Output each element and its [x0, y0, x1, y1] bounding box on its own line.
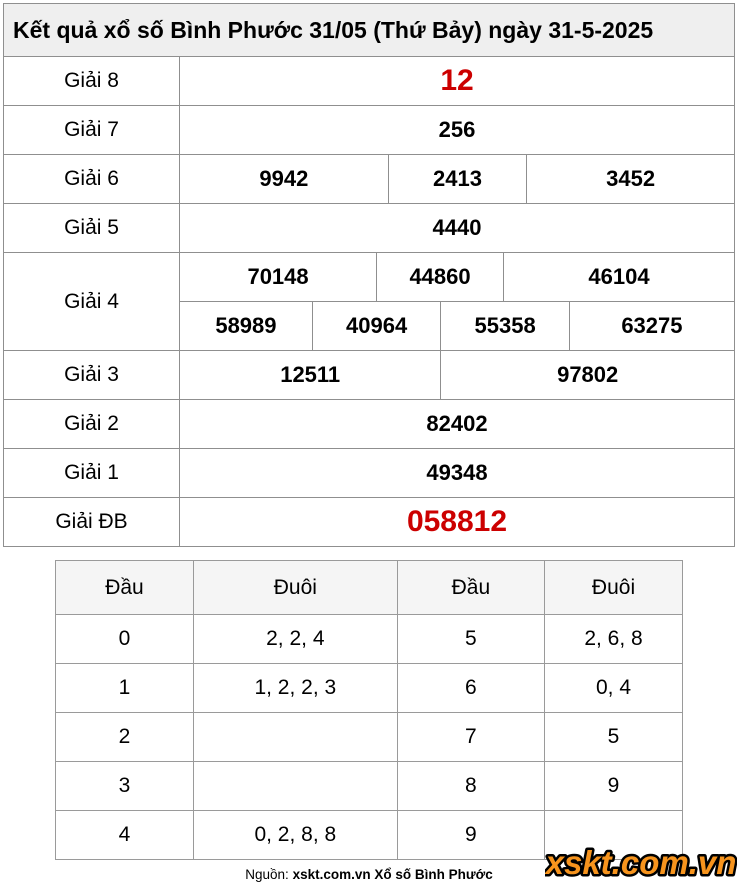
xskt-logo-text: xskt.com.vn: [545, 844, 737, 881]
prize-subrow: [180, 301, 734, 350]
prize-values: [180, 253, 734, 350]
head-tail-cell: 0, 2, 8, 8: [193, 811, 397, 860]
head-tail-cell: 0, 4: [545, 664, 683, 713]
prize-subrow: [180, 498, 734, 546]
head-tail-cell: 2, 2, 4: [193, 615, 397, 664]
head-tail-cell: 9: [397, 811, 544, 860]
prize-subrow: [180, 106, 734, 154]
prize-label: Giải 3: [4, 351, 180, 399]
prize-row: [4, 204, 734, 253]
prize-number: 46104: [503, 253, 734, 301]
prize-values: [180, 351, 734, 399]
head-tail-cell: 3: [56, 762, 194, 811]
prize-label: Giải 5: [4, 204, 180, 252]
source-name: xskt.com.vn Xổ số Bình Phước: [292, 867, 493, 882]
head-tail-cell: [193, 713, 397, 762]
head-tail-cell: 1: [56, 664, 194, 713]
prize-values: [180, 57, 734, 105]
head-tail-row: [56, 762, 683, 811]
page-title: Kết quả xổ số Bình Phước 31/05 (Thứ Bảy) ngày 31-5-2025: [4, 4, 734, 57]
head-tail-header-row: [56, 561, 683, 615]
prize-number: 63275: [569, 302, 734, 350]
head-tail-cell: 2, 6, 8: [545, 615, 683, 664]
head-tail-cell: 7: [397, 713, 544, 762]
prize-number: 97802: [440, 351, 734, 399]
prize-row: [4, 400, 734, 449]
head-tail-row: [56, 664, 683, 713]
prize-number: 82402: [426, 411, 488, 436]
prize-subrow: [180, 253, 734, 301]
head-tail-row: [56, 615, 683, 664]
prize-subrow: [180, 449, 734, 497]
prize-row: [4, 57, 734, 106]
head-tail-cell: 6: [397, 664, 544, 713]
prize-rows: [4, 57, 734, 546]
prize-label: Giải 2: [4, 400, 180, 448]
prize-row: [4, 449, 734, 498]
head-tail-header: Đuôi: [193, 561, 397, 615]
prize-number: 12: [440, 64, 474, 97]
head-tail-header: Đầu: [397, 561, 544, 615]
prize-row: [4, 106, 734, 155]
prize-label: Giải 7: [4, 106, 180, 154]
xskt-logo: [545, 843, 737, 883]
prize-row: [4, 351, 734, 400]
source-prefix: Nguồn:: [245, 867, 289, 882]
prize-number: 58989: [215, 313, 277, 338]
prize-values: [180, 498, 734, 546]
head-tail-cell: 8: [397, 762, 544, 811]
prize-number: 55358: [440, 302, 569, 350]
prize-label: Giải 6: [4, 155, 180, 203]
head-tail-cell: 2: [56, 713, 194, 762]
head-tail-cell: [193, 762, 397, 811]
head-tail-cell: 4: [56, 811, 194, 860]
head-tail-cell: 9: [545, 762, 683, 811]
prize-row: [4, 498, 734, 546]
prize-number: 9942: [259, 166, 309, 191]
head-tail-cell: 5: [545, 713, 683, 762]
prize-number: 12511: [280, 362, 341, 387]
prize-subrow: [180, 155, 734, 203]
prize-subrow: [180, 57, 734, 105]
head-tail-table: [55, 560, 683, 860]
head-tail-cell: 5: [397, 615, 544, 664]
prize-values: [180, 155, 734, 203]
head-tail-header: Đầu: [56, 561, 194, 615]
results-table: [3, 3, 735, 547]
prize-number: 40964: [312, 302, 441, 350]
head-tail-header: Đuôi: [545, 561, 683, 615]
prize-subrow: [180, 204, 734, 252]
prize-values: [180, 449, 734, 497]
prize-values: [180, 204, 734, 252]
prize-number: 256: [438, 117, 476, 142]
prize-label: Giải 8: [4, 57, 180, 105]
prize-label: Giải ĐB: [4, 498, 180, 546]
prize-number: 44860: [376, 253, 503, 301]
prize-label: Giải 4: [4, 253, 180, 350]
prize-values: [180, 400, 734, 448]
prize-number: 2413: [388, 155, 527, 203]
head-tail-cell: 0: [56, 615, 194, 664]
prize-subrow: [180, 351, 734, 399]
head-tail-row: [56, 713, 683, 762]
prize-number: 4440: [432, 215, 482, 240]
head-tail-cell: 1, 2, 2, 3: [193, 664, 397, 713]
prize-number: 49348: [426, 460, 488, 485]
prize-row: [4, 155, 734, 204]
prize-values: [180, 106, 734, 154]
prize-label: Giải 1: [4, 449, 180, 497]
prize-row: [4, 253, 734, 351]
prize-number: 058812: [406, 505, 508, 538]
prize-number: 70148: [247, 264, 309, 289]
prize-number: 3452: [526, 155, 734, 203]
prize-subrow: [180, 400, 734, 448]
